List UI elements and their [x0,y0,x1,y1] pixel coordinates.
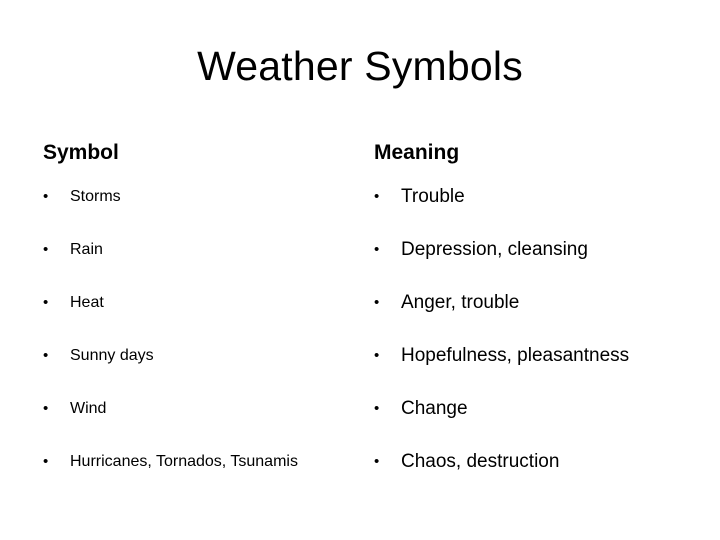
bullet-icon: • [374,453,380,470]
meaning-list-item [374,223,704,276]
meaning-list-item [374,435,704,488]
bullet-icon: • [374,188,380,205]
symbol-list-item [43,276,363,329]
symbol-text: Heat [70,293,104,311]
meaning-list-item [374,276,704,329]
meaning-text: Chaos, destruction [401,450,560,472]
symbol-text: Wind [70,399,107,417]
meaning-list [374,170,704,488]
meaning-list-item [374,329,704,382]
symbol-text: Sunny days [70,346,154,364]
symbol-list-item [43,435,363,488]
bullet-icon: • [43,241,49,258]
symbol-text: Rain [70,240,103,258]
bullet-icon: • [374,294,380,311]
meaning-list-item [374,382,704,435]
meaning-text: Hopefulness, pleasantness [401,344,630,366]
bullet-icon: • [374,400,380,417]
slide-title: Weather Symbols [197,43,523,89]
bullet-icon: • [374,347,380,364]
meaning-text: Trouble [401,185,465,207]
symbol-list-item [43,329,363,382]
symbol-text: Hurricanes, Tornados, Tsunamis [70,452,298,470]
meaning-text: Change [401,397,468,419]
bullet-icon: • [43,400,49,417]
bullet-icon: • [374,241,380,258]
meaning-text: Depression, cleansing [401,238,588,260]
meaning-column-header: Meaning [374,141,460,164]
meaning-list-item [374,170,704,223]
symbol-list-item [43,170,363,223]
bullet-icon: • [43,347,49,364]
meaning-text: Anger, trouble [401,291,520,313]
symbol-list [43,170,363,488]
symbol-list-item [43,382,363,435]
bullet-icon: • [43,294,49,311]
symbol-text: Storms [70,187,121,205]
symbol-list-item [43,223,363,276]
symbol-column-header: Symbol [43,141,119,164]
bullet-icon: • [43,188,49,205]
bullet-icon: • [43,453,49,470]
